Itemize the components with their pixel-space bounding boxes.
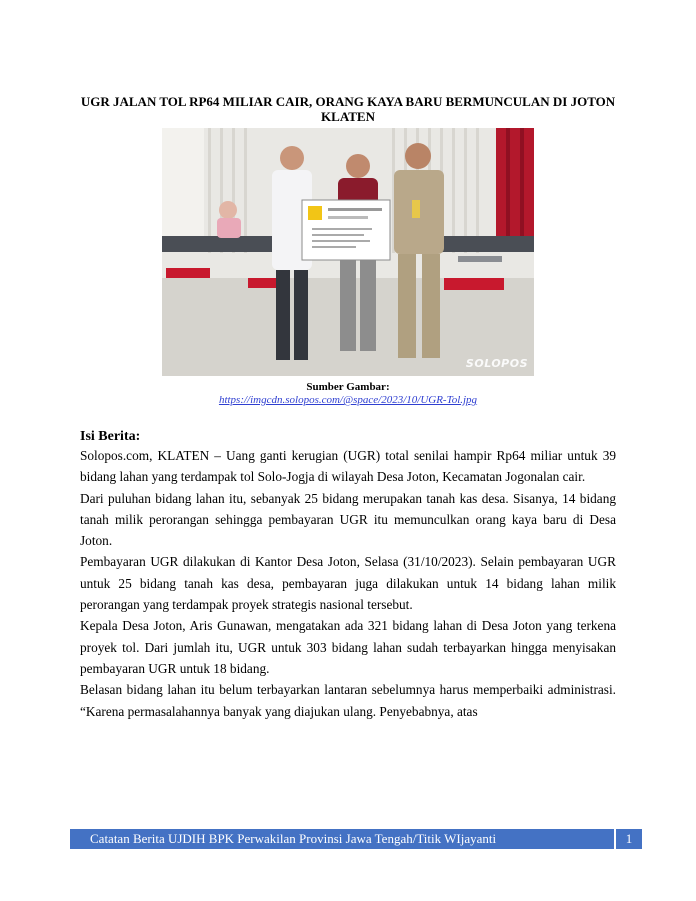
section-heading: Isi Berita: xyxy=(80,429,141,444)
article-photo xyxy=(162,128,534,376)
article-paragraph: Pembayaran UGR dilakukan di Kantor Desa Joton, Selasa (31/10/2023). Selain pembayaran UGR untuk 25 bidang tanah kas desa, pembayaran juga dilakukan untuk 14 bidang lahan milik perorangan yang terdampak proyek strategis nasional tersebut. xyxy=(80,554,616,613)
article-paragraph: Kepala Desa Joton, Aris Gunawan, mengatakan ada 321 bidang lahan di Desa Joton yang terkena proyek tol. Dari jumlah itu, UGR untuk 303 bidang lahan sudah terbayarkan hingga menyisakan pembayaran UGR untuk 18 bidang. xyxy=(80,618,616,676)
page-number: 1 xyxy=(625,831,633,846)
article-paragraph: Dari puluhan bidang lahan itu, sebanyak 25 bidang merupakan tanah kas desa. Sisanya, 14 bidang tanah milik perorangan sehingga pembayaran UGR itu memunculkan orang kaya baru di Desa Joton. xyxy=(80,490,616,549)
article-paragraph: Solopos.com, KLATEN – Uang ganti kerugian (UGR) total senilai hampir Rp64 miliar untuk 39 bidang lahan yang terdampak tol Solo-Jogja di wilayah Desa Joton, Kecamatan Jogonalan cair. xyxy=(80,448,616,485)
article-paragraph: Belasan bidang lahan itu belum terbayarkan lantaran sebelumnya harus memperbaiki administrasi. “Karena permasalahannya banyak yang diajukan ulang. Penyebabnya, atas xyxy=(80,682,616,719)
page-footer xyxy=(70,829,642,849)
image-caption-label: Sumber Gambar: xyxy=(306,381,390,393)
article-body xyxy=(80,445,616,722)
image-source-link[interactable]: https://imgcdn.solopos.com/@space/2023/10/UGR-Tol.jpg xyxy=(218,394,478,406)
footer-text: Catatan Berita UJDIH BPK Perwakilan Provinsi Jawa Tengah/Titik WIjayanti xyxy=(90,831,497,846)
article-title: UGR JALAN TOL RP64 MILIAR CAIR, ORANG KAYA BARU BERMUNCULAN DI JOTON KLATEN xyxy=(80,94,616,124)
photo-illustration xyxy=(162,128,534,376)
solopos-watermark: SOLOPOS xyxy=(465,357,528,370)
